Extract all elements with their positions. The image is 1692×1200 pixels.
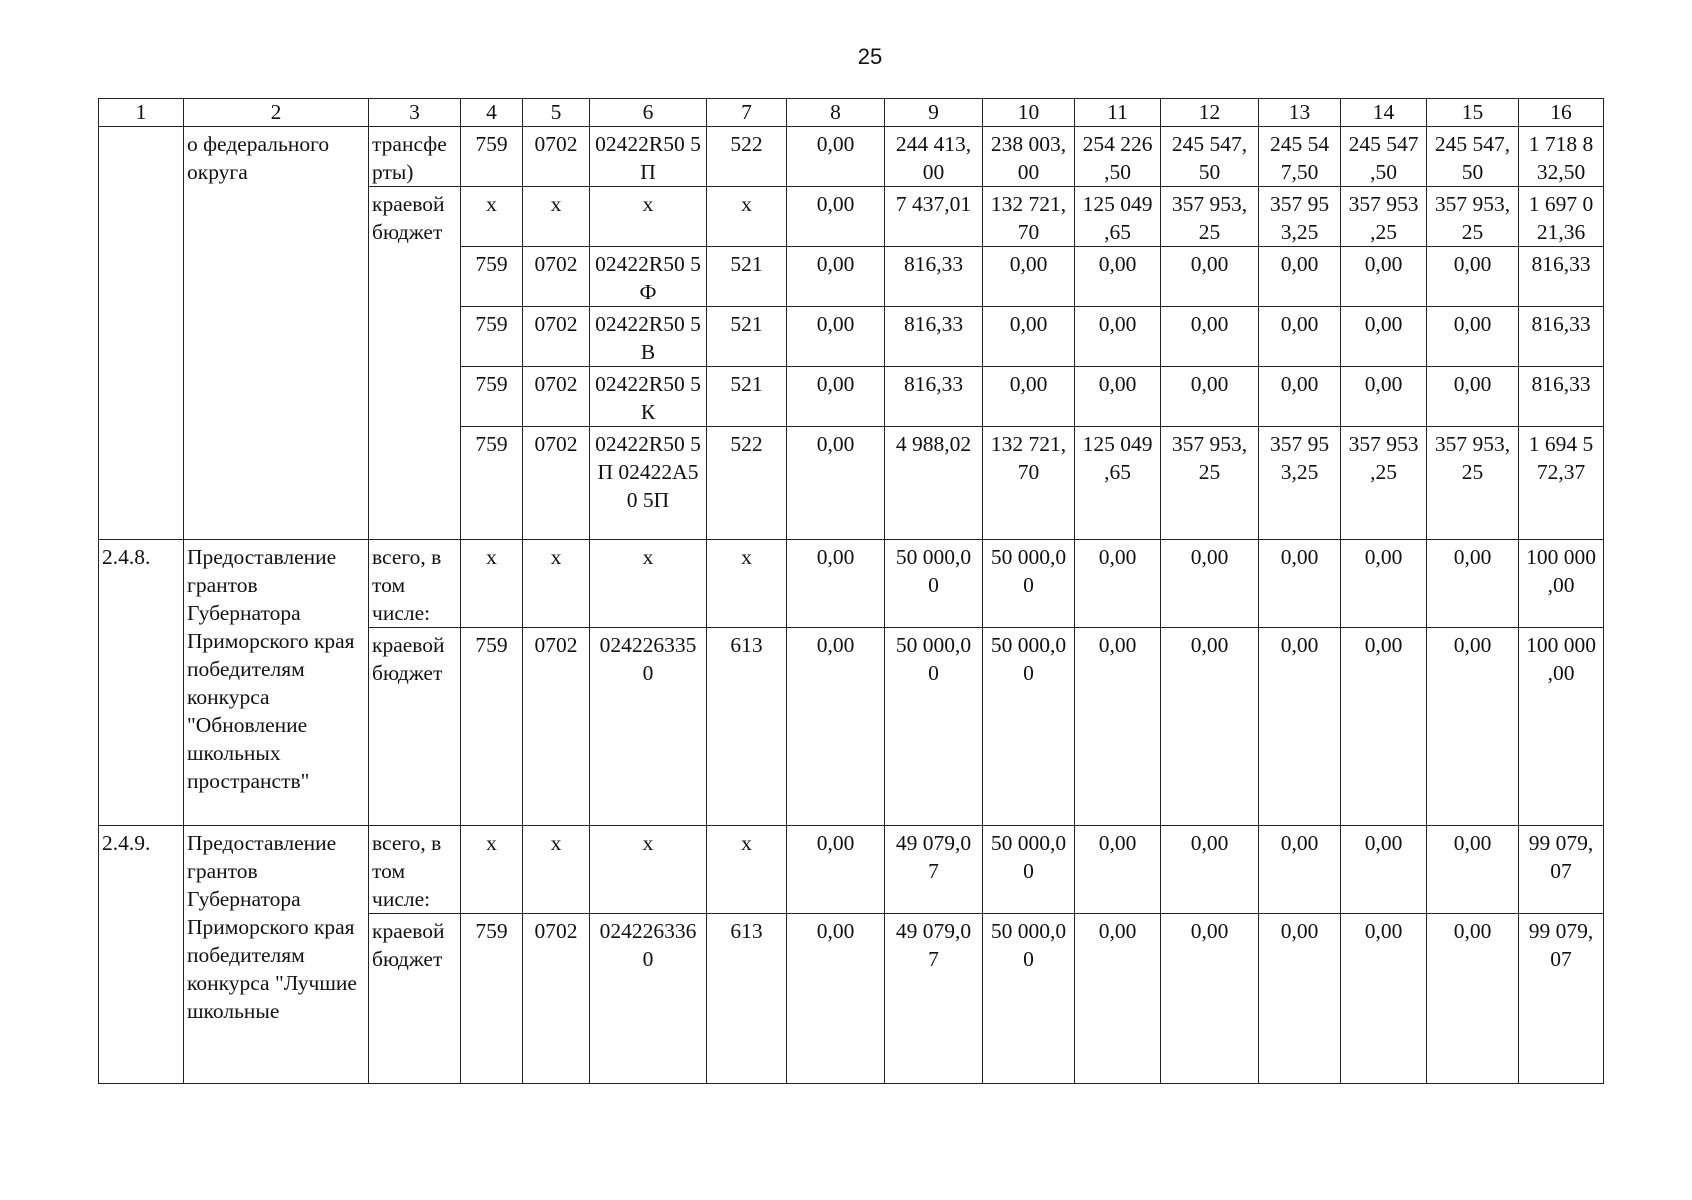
table-cell: 50 000,0 0	[885, 628, 983, 826]
table-cell: 50 000,0 0	[983, 540, 1075, 628]
table-cell: 0,00	[787, 307, 885, 367]
table-cell: 132 721, 70	[983, 427, 1075, 540]
table-cell: 0,00	[1161, 307, 1259, 367]
table-cell: 759	[461, 628, 523, 826]
item-name-cell: о федерального округа	[184, 127, 369, 540]
header-cell: 2	[184, 99, 369, 127]
table-cell: 0,00	[1341, 540, 1427, 628]
table-cell: 0,00	[1075, 307, 1161, 367]
table-cell: 0,00	[787, 127, 885, 187]
table-cell: 0,00	[1259, 826, 1341, 914]
funding-source-cell: краевой бюджет	[369, 187, 461, 540]
row-number-cell: 2.4.8.	[99, 540, 184, 826]
table-cell: х	[590, 187, 707, 247]
header-cell: 3	[369, 99, 461, 127]
table-cell: х	[707, 187, 787, 247]
row-number-cell	[99, 127, 184, 540]
table-cell: х	[523, 187, 590, 247]
table-cell: 0,00	[1427, 826, 1519, 914]
table-cell: х	[590, 540, 707, 628]
table-cell: 0,00	[1341, 628, 1427, 826]
table-cell: 02422R50 5П	[590, 127, 707, 187]
funding-source-cell: краевой бюджет	[369, 628, 461, 826]
table-cell: 238 003, 00	[983, 127, 1075, 187]
table-cell: х	[461, 187, 523, 247]
table-cell: 0,00	[1259, 307, 1341, 367]
table-cell: 357 953 ,25	[1341, 427, 1427, 540]
table-cell: 816,33	[1519, 307, 1604, 367]
table-cell: 521	[707, 247, 787, 307]
table-cell: 357 953, 25	[1427, 187, 1519, 247]
table-cell: 816,33	[885, 307, 983, 367]
table-cell: 0702	[523, 427, 590, 540]
table-cell: 0,00	[1427, 247, 1519, 307]
table-cell: 0702	[523, 247, 590, 307]
table-cell: 522	[707, 427, 787, 540]
table-cell: 99 079, 07	[1519, 826, 1604, 914]
table-header-row	[99, 99, 1604, 127]
table-cell: 0,00	[1427, 307, 1519, 367]
table-cell: х	[461, 826, 523, 914]
table-cell: 132 721, 70	[983, 187, 1075, 247]
table-cell: 0,00	[1427, 914, 1519, 1084]
table-cell: 0,00	[1075, 367, 1161, 427]
table-cell: 816,33	[885, 247, 983, 307]
header-cell: 10	[983, 99, 1075, 127]
table-cell: 0,00	[1161, 826, 1259, 914]
table-cell: 0,00	[1075, 540, 1161, 628]
item-name-cell: Предоставление грантов Губернатора Приморского края победителям конкурса "Обновление школьных пространств"	[184, 540, 369, 826]
table-cell: 50 000,0 0	[983, 628, 1075, 826]
table-cell: 02422R50 5Ф	[590, 247, 707, 307]
table-cell: 0,00	[787, 367, 885, 427]
table-cell: 0702	[523, 307, 590, 367]
table-cell: 49 079,0 7	[885, 826, 983, 914]
table-row	[99, 127, 1604, 187]
table-cell: 02422R50 5К	[590, 367, 707, 427]
table-cell: 125 049 ,65	[1075, 187, 1161, 247]
table-cell: 0,00	[1161, 540, 1259, 628]
header-cell: 9	[885, 99, 983, 127]
table-row	[99, 826, 1604, 914]
budget-table	[98, 98, 1604, 1084]
table-cell: 0,00	[1341, 307, 1427, 367]
table-cell: 49 079,0 7	[885, 914, 983, 1084]
header-cell: 15	[1427, 99, 1519, 127]
table-cell: 50 000,0 0	[983, 826, 1075, 914]
table-cell: 0,00	[787, 187, 885, 247]
funding-source-cell: краевой бюджет	[369, 914, 461, 1084]
table-cell: 0,00	[1427, 540, 1519, 628]
table-cell: 357 95 3,25	[1259, 427, 1341, 540]
table-cell: 1 694 5 72,37	[1519, 427, 1604, 540]
page-number: 25	[857, 44, 883, 69]
table-cell: 357 953, 25	[1161, 187, 1259, 247]
table-cell: 357 953, 25	[1161, 427, 1259, 540]
table-cell: 1 697 0 21,36	[1519, 187, 1604, 247]
funding-source-cell: всего, в том числе:	[369, 540, 461, 628]
table-cell: 0,00	[1075, 826, 1161, 914]
funding-source-cell: всего, в том числе:	[369, 826, 461, 914]
table-cell: 245 547, 50	[1427, 127, 1519, 187]
table-cell: 0702	[523, 367, 590, 427]
header-cell: 13	[1259, 99, 1341, 127]
table-cell: 0,00	[1075, 247, 1161, 307]
table-cell: 0,00	[1161, 367, 1259, 427]
table-cell: 759	[461, 127, 523, 187]
header-cell: 4	[461, 99, 523, 127]
table-cell: 02422R50 5В	[590, 307, 707, 367]
table-cell: 245 547, 50	[1161, 127, 1259, 187]
table-cell: 0,00	[1161, 247, 1259, 307]
table-cell: 244 413, 00	[885, 127, 983, 187]
table-cell: 0,00	[1341, 367, 1427, 427]
table-cell: 02422R50 5П 02422А50 5П	[590, 427, 707, 540]
table-cell: 125 049 ,65	[1075, 427, 1161, 540]
table-cell: 357 953 ,25	[1341, 187, 1427, 247]
table-cell: 0,00	[1259, 628, 1341, 826]
table-cell: х	[707, 540, 787, 628]
table-cell: 613	[707, 628, 787, 826]
header-cell: 5	[523, 99, 590, 127]
row-number-cell: 2.4.9.	[99, 826, 184, 1084]
table-cell: х	[523, 540, 590, 628]
table-cell: 0,00	[787, 427, 885, 540]
table-cell: 0,00	[787, 247, 885, 307]
table-cell: 0,00	[1161, 628, 1259, 826]
item-name-cell: Предоставление грантов Губернатора Приморского края победителям конкурса "Лучшие школьные	[184, 826, 369, 1084]
table-cell: 0,00	[1341, 247, 1427, 307]
header-cell: 1	[99, 99, 184, 127]
table-cell: 0,00	[787, 540, 885, 628]
table-cell: 0,00	[1341, 826, 1427, 914]
table-cell: 816,33	[885, 367, 983, 427]
table-cell: 0,00	[1259, 247, 1341, 307]
table-cell: 0,00	[1161, 914, 1259, 1084]
table-cell: 1 718 8 32,50	[1519, 127, 1604, 187]
table-cell: х	[707, 826, 787, 914]
table-cell: 0,00	[787, 914, 885, 1084]
table-cell: 4 988,02	[885, 427, 983, 540]
table-cell: 100 000 ,00	[1519, 628, 1604, 826]
table-cell: 357 953, 25	[1427, 427, 1519, 540]
table-cell: 522	[707, 127, 787, 187]
table-cell: 024226336 0	[590, 914, 707, 1084]
header-cell: 12	[1161, 99, 1259, 127]
table-cell: 0,00	[787, 826, 885, 914]
funding-source-cell: трансфе рты)	[369, 127, 461, 187]
table-cell: 0,00	[983, 307, 1075, 367]
table-cell: 100 000 ,00	[1519, 540, 1604, 628]
table-cell: 613	[707, 914, 787, 1084]
table-cell: 0,00	[1341, 914, 1427, 1084]
header-cell: 11	[1075, 99, 1161, 127]
table-cell: 759	[461, 914, 523, 1084]
table-cell: 759	[461, 307, 523, 367]
table-cell: 245 54 7,50	[1259, 127, 1341, 187]
table-cell: 521	[707, 307, 787, 367]
table-cell: 816,33	[1519, 247, 1604, 307]
table-cell: 759	[461, 427, 523, 540]
table-cell: 816,33	[1519, 367, 1604, 427]
table-row	[99, 540, 1604, 628]
table-cell: 0702	[523, 127, 590, 187]
table-cell: 0,00	[983, 247, 1075, 307]
table-cell: 50 000,0 0	[983, 914, 1075, 1084]
table-cell: 0,00	[1259, 540, 1341, 628]
table-cell: 0,00	[1259, 914, 1341, 1084]
header-cell: 7	[707, 99, 787, 127]
table-cell: х	[523, 826, 590, 914]
table-cell: х	[461, 540, 523, 628]
table-cell: 521	[707, 367, 787, 427]
table-cell: 0,00	[1427, 367, 1519, 427]
header-cell: 16	[1519, 99, 1604, 127]
table-cell: 0,00	[1075, 914, 1161, 1084]
header-cell: 8	[787, 99, 885, 127]
table-cell: 0702	[523, 628, 590, 826]
table-cell: 759	[461, 367, 523, 427]
table-cell: 0,00	[1075, 628, 1161, 826]
table-cell: 0,00	[1427, 628, 1519, 826]
header-cell: 6	[590, 99, 707, 127]
table-cell: 50 000,0 0	[885, 540, 983, 628]
table-cell: 99 079, 07	[1519, 914, 1604, 1084]
table-cell: 245 547 ,50	[1341, 127, 1427, 187]
table-cell: 7 437,01	[885, 187, 983, 247]
table-cell: 0,00	[787, 628, 885, 826]
header-cell: 14	[1341, 99, 1427, 127]
table-cell: 0,00	[983, 367, 1075, 427]
table-cell: 0702	[523, 914, 590, 1084]
table-cell: 0,00	[1259, 367, 1341, 427]
table-cell: 357 95 3,25	[1259, 187, 1341, 247]
table-cell: х	[590, 826, 707, 914]
table-cell: 759	[461, 247, 523, 307]
table-cell: 024226335 0	[590, 628, 707, 826]
table-cell: 254 226 ,50	[1075, 127, 1161, 187]
